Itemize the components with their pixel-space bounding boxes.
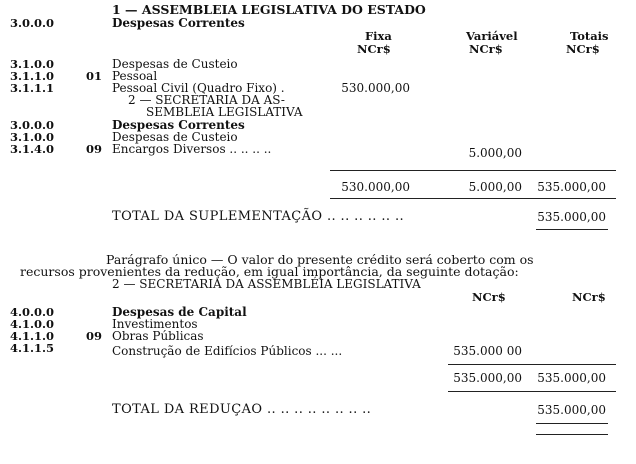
rule-line bbox=[536, 229, 608, 230]
rule-line bbox=[536, 434, 608, 435]
rule-line bbox=[536, 423, 608, 424]
section-2-heading: SEMBLEIA LEGISLATIVA bbox=[146, 105, 303, 119]
account-label: Investimentos bbox=[112, 317, 198, 331]
account-label: Pessoal bbox=[112, 69, 158, 83]
account-code: 4.1.1.0 bbox=[10, 329, 55, 343]
total-reducao-value: 535.000,00 bbox=[537, 403, 606, 417]
section-1-heading: 1 — ASSEMBLEIA LEGISLATIVA DO ESTADO bbox=[112, 2, 426, 17]
account-code: 3.1.4.0 bbox=[10, 142, 55, 156]
account-code: 4.0.0.0 bbox=[10, 305, 55, 319]
section-2-heading: 2 — SECRETARIA DA AS- bbox=[128, 93, 285, 107]
subtotal-col2: 535.000,00 bbox=[537, 371, 606, 385]
total-suplementacao-value: 535.000,00 bbox=[537, 210, 606, 224]
paragraph-line: recursos provenientes da redução, em igual importância, da seguinte dotação: bbox=[20, 264, 519, 279]
account-subcode: 09 bbox=[86, 329, 103, 343]
total-reducao-label: TOTAL DA REDUÇAO .. .. .. .. .. .. .. .. bbox=[112, 402, 372, 417]
paragraph-line: Parágrafo único — O valor do presente crédito será coberto com os bbox=[106, 252, 534, 267]
account-code: 4.1.1.5 bbox=[10, 341, 55, 355]
account-label: Despesas de Custeio bbox=[112, 57, 238, 71]
account-code: 3.0.0.0 bbox=[10, 118, 55, 132]
account-subcode: 09 bbox=[86, 142, 103, 156]
account-code: 3.1.0.0 bbox=[10, 130, 55, 144]
account-label: Construção de Edifícios Públicos ... ... bbox=[112, 344, 343, 358]
account-label: Despesas Correntes bbox=[112, 118, 245, 132]
subtotal-col1: 535.000,00 bbox=[453, 371, 522, 385]
account-label: Pessoal Civil (Quadro Fixo) . bbox=[112, 81, 285, 95]
rule-line bbox=[330, 170, 616, 171]
account-code: 3.1.1.1 bbox=[10, 81, 55, 95]
column-unit-fixa: NCr$ bbox=[357, 42, 391, 56]
account-code: 3.1.1.0 bbox=[10, 69, 55, 83]
account-label: Obras Públicas bbox=[112, 329, 204, 343]
rule-line bbox=[448, 364, 616, 365]
amount-variavel: 5.000,00 bbox=[468, 146, 522, 160]
subtotal-variavel: 5.000,00 bbox=[468, 180, 522, 194]
rule-line bbox=[448, 391, 616, 392]
column-header-variavel: Variável bbox=[466, 29, 518, 43]
column-unit: NCr$ bbox=[472, 290, 506, 304]
account-label: Despesas de Capital bbox=[112, 305, 247, 319]
account-label: Despesas de Custeio bbox=[112, 130, 238, 144]
account-subcode: 01 bbox=[86, 69, 103, 83]
amount-fixa: 530.000,00 bbox=[341, 81, 410, 95]
column-unit: NCr$ bbox=[572, 290, 606, 304]
account-code: 3.0.0.0 bbox=[10, 16, 55, 30]
total-suplementacao-label: TOTAL DA SUPLEMENTAÇÃO .. .. .. .. .. .. bbox=[112, 209, 405, 224]
column-unit-variavel: NCr$ bbox=[469, 42, 503, 56]
subtotal-totais: 535.000,00 bbox=[537, 180, 606, 194]
rule-line bbox=[330, 198, 616, 199]
section-2-heading: 2 — SECRETARIA DA ASSEMBLÉIA LEGISLATIVA bbox=[112, 277, 421, 291]
column-unit-totais: NCr$ bbox=[566, 42, 600, 56]
column-header-totais: Totais bbox=[570, 29, 609, 43]
amount-value: 535.000 00 bbox=[453, 344, 522, 358]
column-header-fixa: Fixa bbox=[365, 29, 392, 43]
subtotal-fixa: 530.000,00 bbox=[341, 180, 410, 194]
account-label: Encargos Diversos .. .. .. .. bbox=[112, 142, 272, 156]
account-code: 3.1.0.0 bbox=[10, 57, 55, 71]
account-label: Despesas Correntes bbox=[112, 16, 245, 30]
account-code: 4.1.0.0 bbox=[10, 317, 55, 331]
